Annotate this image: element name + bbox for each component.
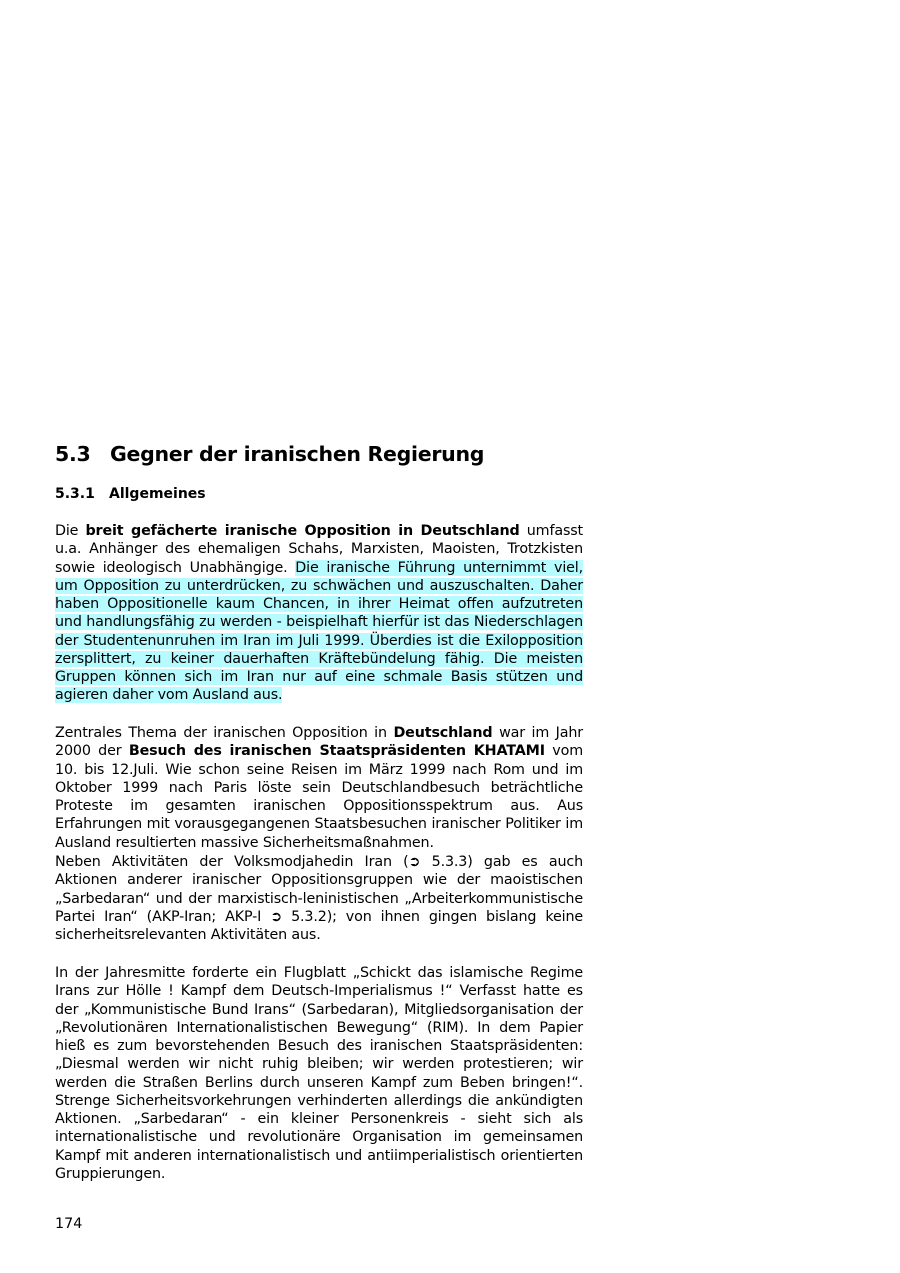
section-heading [55, 442, 484, 466]
highlighted-text: Die iranische Führung unternimmt viel, um Opposition zu unterdrücken, zu schwächen und auszuschalten. Daher haben Oppositionelle kaum Chancen, in ihrer Heimat offen aufzutreten und handlungsfähig zu werden - beispielhaft hierfür ist das Niederschlagen der Studentenunruhen im Iran im Juli 1999. Überdies ist die Exilopposition zersplittert, zu keiner dauerhaften Kräftebündelung fähig. Die meisten Gruppen können sich im Iran nur auf eine schmale Basis stützen und agieren daher vom Ausland aus. [55, 559, 583, 704]
text-run: Neben Aktivitäten der Volksmodjahedin Iran (➲ 5.3.3) gab es auch Aktionen anderer iranischer Oppositionsgruppen wie der maoistischen „Sarbedaran“ und der marxistisch-leninistischen „Arbeiterkommunistische Partei Iran“ (AKP-Iran; AKP-I ➲ 5.3.2); von ihnen gingen bislang keine sicherheitsrelevanten Aktivitäten aus. [55, 854, 583, 943]
text-run: umfasst u.a. Anhänger des ehemaligen Schahs, Marxisten, Maoisten, Trotzkisten sowie ideologisch Unabhängige. [55, 523, 583, 576]
text-run: In der Jahresmitte forderte ein Flugblatt „Schickt das islamische Regime Irans zur Hölle ! Kampf dem Deutsch-Imperialismus !“ Verfasst hatte es der „Kommunistische Bund Irans“ (Sarbedaran), Mitgliedsorganisation der „Revolutionären Internationalistischen Bewegung“ (RIM). In dem Papier hieß es zum bevorstehenden Besuch des iranischen Staatspräsidenten: „Diesmal werden wir nicht ruhig bleiben; wir werden protestieren; wir werden die Straßen Berlins durch unseren Kampf zum Beben bringen!“. Strenge Sicherheitsvorkehrungen verhinderten allerdings die ankündigten Aktionen. „Sarbedaran“ - ein kleiner Personenkreis - sieht sich als internationalistische und revolutionäre Organisation im gemeinsamen Kampf mit anderen internationalistisch und antiimperialistisch orientierten Gruppierungen. [55, 965, 583, 1182]
bold-text: breit gefächerte iranische Opposition in Deutschland [85, 523, 520, 539]
paragraph-khatami-visit [55, 724, 583, 852]
text-run: vom 10. bis 12.Juli. Wie schon seine Reisen im März 1999 nach Rom und im Oktober 1999 nach Paris löste sein Deutschlandbesuch beträchtliche Proteste im gesamten iranischen Oppositionsspektrum aus. Aus Erfahrungen mit vorausgegangenen Staatsbesuchen iranischer Politiker im Ausland resultierten massive Sicherheitsmaßnahmen. [55, 743, 583, 851]
subsection-heading [55, 486, 206, 502]
paragraph-flyer [55, 964, 583, 1183]
text-run: Zentrales Thema der iranischen Opposition in [55, 725, 394, 741]
text-run: Die [55, 523, 86, 539]
page-number: 174 [55, 1216, 83, 1232]
subsection-title: Allgemeines [109, 486, 206, 502]
bold-text: Besuch des iranischen Staatspräsidenten KHATAMI [128, 743, 545, 760]
paragraph-opposition-overview [55, 522, 583, 705]
text-run: war im Jahr 2000 der [55, 725, 583, 760]
section-number: 5.3 [55, 442, 91, 466]
bold-text: Deutschland [393, 725, 493, 741]
section-title: Gegner der iranischen Regierung [110, 442, 485, 466]
subsection-number: 5.3.1 [55, 486, 95, 502]
paragraph-other-groups [55, 853, 583, 944]
